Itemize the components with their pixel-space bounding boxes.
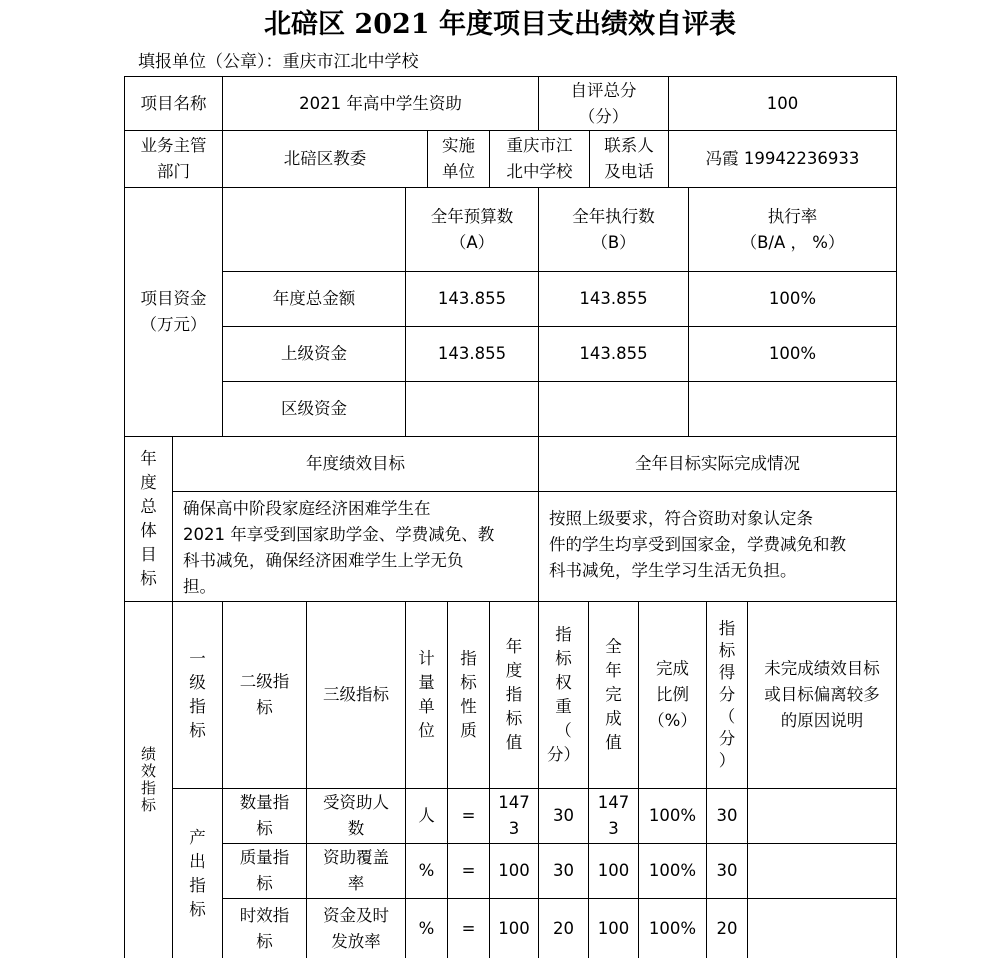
goal-text: 确保高中阶段家庭经济困难学生在 2021 年享受到国家助学金、学费减免、教 科书减免，确保经济困难学生上学无负 担。 <box>172 491 538 601</box>
indicator-actual: 100 <box>588 898 638 958</box>
indicator-weight: 20 <box>538 898 588 958</box>
indicator-ratio: 100% <box>638 788 706 843</box>
funds-row-executed: 143.855 <box>538 271 688 326</box>
header-level1: 一 级 指 标 <box>172 601 222 788</box>
reporting-unit: 填报单位（公章）：重庆市江北中学校 <box>138 52 419 72</box>
funds-label: 项目资金 （万元） <box>124 187 222 436</box>
funds-row-rate: 100% <box>688 271 897 326</box>
funds-header-blank <box>222 187 405 271</box>
goal-header: 年度绩效目标 <box>172 436 538 491</box>
funds-row-executed <box>538 381 688 436</box>
indicator-unit: 人 <box>405 788 447 843</box>
project-name-label: 项目名称 <box>124 76 222 130</box>
funds-row-rate <box>688 381 897 436</box>
funds-row-name: 上级资金 <box>222 326 405 381</box>
indicator-weight: 30 <box>538 788 588 843</box>
budget-header: 全年预算数 （A） <box>405 187 538 271</box>
indicator-score: 20 <box>706 898 747 958</box>
annual-goal-side-label: 年 度 总 体 目 标 <box>124 436 172 601</box>
indicator-reason <box>747 788 897 843</box>
funds-row-name: 区级资金 <box>222 381 405 436</box>
funds-row-budget: 143.855 <box>405 326 538 381</box>
indicator-level3: 资助覆盖 率 <box>306 843 405 898</box>
self-score-label: 自评总分 （分） <box>538 76 668 130</box>
indicator-ratio: 100% <box>638 843 706 898</box>
indicator-unit: % <box>405 898 447 958</box>
indicator-level2: 质量指 标 <box>222 843 306 898</box>
funds-row-name: 年度总金额 <box>222 271 405 326</box>
indicator-score: 30 <box>706 788 747 843</box>
funds-row-budget: 143.855 <box>405 271 538 326</box>
indicator-actual: 147 3 <box>588 788 638 843</box>
actual-text: 按照上级要求，符合资助对象认定条 件的学生均享受到国家金，学费减免和教 科书减免，学生学习生活无负担。 <box>538 491 897 601</box>
indicator-nature: = <box>447 898 489 958</box>
header-ratio: 完成 比例 （%） <box>638 601 706 788</box>
output-indicator-group: 产 出 指 标 <box>172 788 222 958</box>
actual-header: 全年目标实际完成情况 <box>538 436 897 491</box>
page-title: 北碚区 2021 年度项目支出绩效自评表 <box>264 9 736 40</box>
header-score: 指 标 得 分 （ 分 ） <box>706 601 747 788</box>
funds-row-budget <box>405 381 538 436</box>
indicator-ratio: 100% <box>638 898 706 958</box>
indicator-reason <box>747 843 897 898</box>
header-level3: 三级指标 <box>306 601 405 788</box>
indicator-reason <box>747 898 897 958</box>
dept-label: 业务主管 部门 <box>124 130 222 187</box>
indicator-level2: 时效指 标 <box>222 898 306 958</box>
self-score-value: 100 <box>668 76 897 130</box>
indicator-actual: 100 <box>588 843 638 898</box>
project-name-value: 2021 年高中学生资助 <box>222 76 538 130</box>
rate-header: 执行率 （B/A ， %） <box>688 187 897 271</box>
header-level2: 二级指 标 <box>222 601 306 788</box>
impl-unit-value: 重庆市江 北中学校 <box>489 130 589 187</box>
indicators-side-label: 绩 效 指 标 <box>124 601 172 958</box>
indicator-score: 30 <box>706 843 747 898</box>
indicator-weight: 30 <box>538 843 588 898</box>
header-weight: 指 标 权 重 （ 分） <box>538 601 588 788</box>
dept-value: 北碚区教委 <box>222 130 427 187</box>
header-reason: 未完成绩效目标 或目标偏离较多 的原因说明 <box>747 601 897 788</box>
indicator-level3: 受资助人 数 <box>306 788 405 843</box>
indicator-level2: 数量指 标 <box>222 788 306 843</box>
impl-unit-label: 实施 单位 <box>427 130 489 187</box>
indicator-level3: 资金及时 发放率 <box>306 898 405 958</box>
funds-row-executed: 143.855 <box>538 326 688 381</box>
indicator-target: 100 <box>489 898 538 958</box>
header-nature: 指 标 性 质 <box>447 601 489 788</box>
executed-header: 全年执行数 （B） <box>538 187 688 271</box>
contact-label: 联系人 及电话 <box>589 130 668 187</box>
indicator-target: 147 3 <box>489 788 538 843</box>
header-unit: 计 量 单 位 <box>405 601 447 788</box>
indicator-nature: = <box>447 788 489 843</box>
contact-value: 冯霞 19942236933 <box>668 130 897 187</box>
indicator-target: 100 <box>489 843 538 898</box>
funds-row-rate: 100% <box>688 326 897 381</box>
header-actual: 全 年 完 成 值 <box>588 601 638 788</box>
header-target: 年 度 指 标 值 <box>489 601 538 788</box>
indicator-nature: = <box>447 843 489 898</box>
indicator-unit: % <box>405 843 447 898</box>
